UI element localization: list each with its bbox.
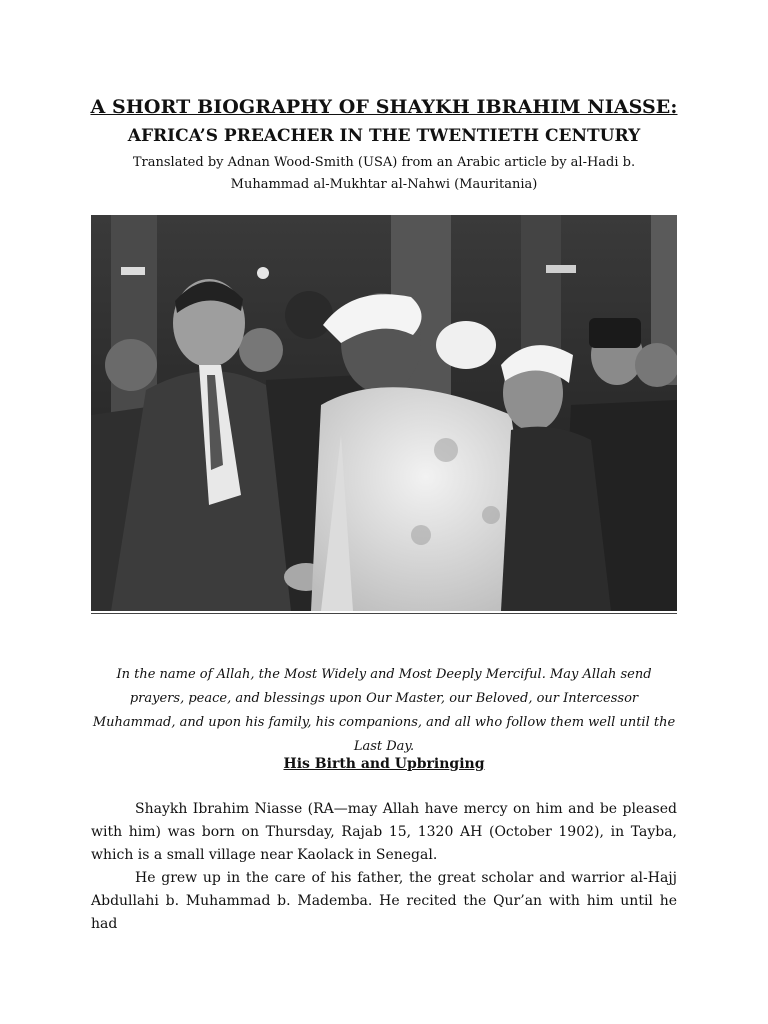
invocation-text: In the name of Allah, the Most Widely and Most Deeply Merciful. May Allah send prayers, peace, and blessings upon Our Master, our Beloved, our Intercessor Muhammad, and upon his family, his companions, and all who follow them well until the Last Day. [92,667,676,754]
photo-illustration [91,215,677,611]
photo-divider [91,613,677,614]
section-heading: His Birth and Upbringing [283,756,485,772]
paragraph: He grew up in the care of his father, the great scholar and warrior al-Hajj Abdullahi b. Muhammad b. Mademba. He recited the Qur’an with him until he had [91,870,677,932]
body-text [91,798,677,936]
document-subtitle: AFRICA’S PREACHER IN THE TWENTIETH CENTURY [127,126,641,146]
paragraph: Shaykh Ibrahim Niasse (RA—may Allah have mercy on him and be pleased with him) was born on Thursday, Rajab 15, 1320 AH (October 1902), in Tayba, which is a small village near Kaolack in Senegal. [91,801,677,863]
historical-photo [91,215,677,611]
document-title: A SHORT BIOGRAPHY OF SHAYKH IBRAHIM NIASSE: [90,96,678,118]
translator-note: Translated by Adnan Wood-Smith (USA) from an Arabic article by al-Hadi b. Muhammad al-Mukhtar al-Nahwi (Mauritania) [132,155,636,192]
